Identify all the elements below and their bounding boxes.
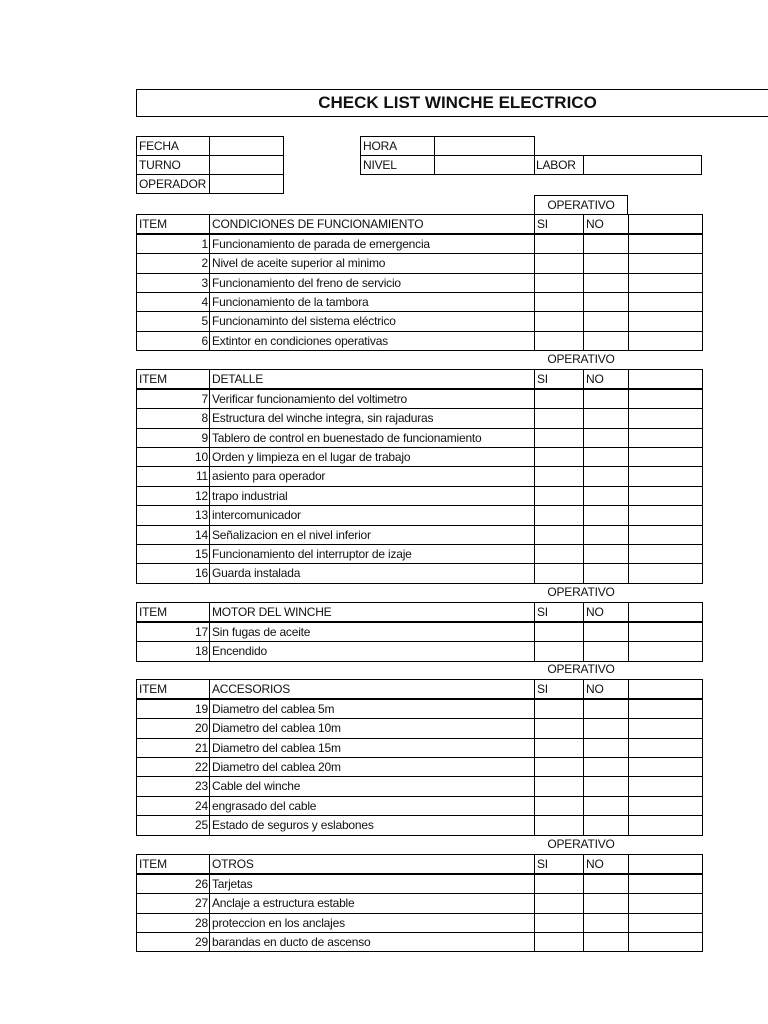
operador-label: OPERADOR — [136, 174, 210, 194]
observation-cell[interactable] — [628, 718, 703, 739]
item-number: 2 — [136, 253, 210, 274]
item-number: 25 — [136, 815, 210, 836]
item-description: asiento para operador — [209, 466, 535, 487]
si-column-header: SI — [534, 602, 584, 622]
item-number: 21 — [136, 738, 210, 758]
turno-label: TURNO — [136, 155, 210, 175]
observation-cell[interactable] — [628, 505, 703, 526]
item-column-header: ITEM — [136, 854, 210, 874]
no-checkbox[interactable] — [583, 776, 629, 797]
no-checkbox[interactable] — [583, 699, 629, 719]
si-checkbox[interactable] — [534, 253, 584, 274]
item-description: Señalizacion en el nivel inferior — [209, 525, 535, 545]
item-number: 3 — [136, 273, 210, 293]
item-description: Tablero de control en buenestado de funcionamiento — [209, 428, 535, 448]
item-number: 5 — [136, 311, 210, 332]
item-description: intercomunicador — [209, 505, 535, 526]
observation-cell[interactable] — [628, 273, 703, 293]
si-checkbox[interactable] — [534, 718, 584, 739]
si-checkbox[interactable] — [534, 796, 584, 816]
observation-cell[interactable] — [628, 738, 703, 758]
turno-field[interactable] — [209, 155, 284, 175]
item-description: Sin fugas de aceite — [209, 622, 535, 642]
si-checkbox[interactable] — [534, 428, 584, 448]
no-checkbox[interactable] — [583, 505, 629, 526]
section-heading: OTROS — [209, 854, 535, 874]
item-description: barandas en ducto de ascenso — [209, 932, 535, 952]
nivel-label: NIVEL — [360, 155, 435, 175]
observation-cell[interactable] — [628, 932, 703, 952]
no-checkbox[interactable] — [583, 796, 629, 816]
extra-column-header — [628, 679, 703, 699]
item-description: Nivel de aceite superior al minimo — [209, 253, 535, 274]
no-checkbox[interactable] — [583, 311, 629, 332]
item-description: Cable del winche — [209, 776, 535, 797]
si-checkbox[interactable] — [534, 525, 584, 545]
no-checkbox[interactable] — [583, 292, 629, 312]
item-number: 9 — [136, 428, 210, 448]
item-number: 26 — [136, 874, 210, 894]
no-checkbox[interactable] — [583, 544, 629, 564]
fecha-field[interactable] — [209, 136, 284, 156]
item-description: Tarjetas — [209, 874, 535, 894]
item-column-header: ITEM — [136, 369, 210, 389]
no-checkbox[interactable] — [583, 913, 629, 933]
nivel-field[interactable] — [434, 155, 535, 175]
no-checkbox[interactable] — [583, 641, 629, 662]
item-description: Extintor en condiciones operativas — [209, 331, 535, 351]
item-number: 4 — [136, 292, 210, 312]
item-column-header: ITEM — [136, 214, 210, 234]
si-checkbox[interactable] — [534, 234, 584, 254]
observation-cell[interactable] — [628, 447, 703, 467]
observation-cell[interactable] — [628, 776, 703, 797]
si-checkbox[interactable] — [534, 622, 584, 642]
item-number: 23 — [136, 776, 210, 797]
si-checkbox[interactable] — [534, 273, 584, 293]
item-number: 12 — [136, 486, 210, 506]
page-title — [136, 89, 768, 117]
no-checkbox[interactable] — [583, 486, 629, 506]
item-number: 17 — [136, 622, 210, 642]
no-checkbox[interactable] — [583, 273, 629, 293]
extra-column-header — [628, 854, 703, 874]
extra-column-header — [628, 602, 703, 622]
section-heading: CONDICIONES DE FUNCIONAMIENTO — [209, 214, 535, 234]
item-number: 16 — [136, 563, 210, 584]
operativo-header: OPERATIVO — [534, 195, 628, 215]
si-checkbox[interactable] — [534, 641, 584, 662]
section-heading: ACCESORIOS — [209, 679, 535, 699]
item-description: Funcionamiento de la tambora — [209, 292, 535, 312]
no-checkbox[interactable] — [583, 563, 629, 584]
item-column-header: ITEM — [136, 679, 210, 699]
operativo-header: OPERATIVO — [547, 352, 615, 366]
si-checkbox[interactable] — [534, 408, 584, 429]
observation-cell[interactable] — [628, 466, 703, 487]
extra-column-header — [628, 214, 703, 234]
si-checkbox[interactable] — [534, 292, 584, 312]
item-number: 20 — [136, 718, 210, 739]
no-column-header: NO — [583, 854, 629, 874]
no-checkbox[interactable] — [583, 447, 629, 467]
no-checkbox[interactable] — [583, 331, 629, 351]
observation-cell[interactable] — [628, 253, 703, 274]
item-number: 24 — [136, 796, 210, 816]
item-description: Verificar funcionamiento del voltimetro — [209, 389, 535, 409]
labor-field[interactable] — [583, 155, 702, 175]
observation-cell[interactable] — [628, 331, 703, 351]
no-column-header: NO — [583, 679, 629, 699]
item-description: Diametro del cablea 5m — [209, 699, 535, 719]
observation-cell[interactable] — [628, 428, 703, 448]
si-column-header: SI — [534, 679, 584, 699]
observation-cell[interactable] — [628, 292, 703, 312]
item-number: 6 — [136, 331, 210, 351]
no-checkbox[interactable] — [583, 234, 629, 254]
observation-cell[interactable] — [628, 757, 703, 777]
item-description: Guarda instalada — [209, 563, 535, 584]
section-heading: DETALLE — [209, 369, 535, 389]
no-checkbox[interactable] — [583, 525, 629, 545]
no-column-header: NO — [583, 369, 629, 389]
item-description: Diametro del cablea 10m — [209, 718, 535, 739]
operativo-header: OPERATIVO — [547, 662, 615, 676]
si-column-header: SI — [534, 369, 584, 389]
operador-field[interactable] — [209, 174, 284, 194]
no-checkbox[interactable] — [583, 893, 629, 914]
item-description: trapo industrial — [209, 486, 535, 506]
si-checkbox[interactable] — [534, 544, 584, 564]
item-description: Funcionamiento del interruptor de izaje — [209, 544, 535, 564]
si-checkbox[interactable] — [534, 311, 584, 332]
no-checkbox[interactable] — [583, 874, 629, 894]
no-checkbox[interactable] — [583, 757, 629, 777]
no-column-header: NO — [583, 214, 629, 234]
item-number: 15 — [136, 544, 210, 564]
no-checkbox[interactable] — [583, 932, 629, 952]
si-checkbox[interactable] — [534, 913, 584, 933]
si-column-header: SI — [534, 854, 584, 874]
no-column-header: NO — [583, 602, 629, 622]
si-checkbox[interactable] — [534, 563, 584, 584]
item-description: engrasado del cable — [209, 796, 535, 816]
item-number: 10 — [136, 447, 210, 467]
item-number: 19 — [136, 699, 210, 719]
labor-label: LABOR — [534, 155, 584, 175]
observation-cell[interactable] — [628, 544, 703, 564]
no-checkbox[interactable] — [583, 408, 629, 429]
no-checkbox[interactable] — [583, 622, 629, 642]
observation-cell[interactable] — [628, 389, 703, 409]
item-description: Diametro del cablea 15m — [209, 738, 535, 758]
observation-cell[interactable] — [628, 311, 703, 332]
si-checkbox[interactable] — [534, 893, 584, 914]
item-description: proteccion en los anclajes — [209, 913, 535, 933]
item-description: Estructura del winche integra, sin rajaduras — [209, 408, 535, 429]
si-column-header: SI — [534, 214, 584, 234]
extra-column-header — [628, 369, 703, 389]
section-heading: MOTOR DEL WINCHE — [209, 602, 535, 622]
item-description: Encendido — [209, 641, 535, 662]
item-column-header: ITEM — [136, 602, 210, 622]
item-description: Funcionaminto del sistema eléctrico — [209, 311, 535, 332]
hora-field[interactable] — [434, 136, 535, 156]
item-description: Anclaje a estructura estable — [209, 893, 535, 914]
item-number: 27 — [136, 893, 210, 914]
item-number: 1 — [136, 234, 210, 254]
item-number: 14 — [136, 525, 210, 545]
item-description: Diametro del cablea 20m — [209, 757, 535, 777]
observation-cell[interactable] — [628, 622, 703, 642]
observation-cell[interactable] — [628, 913, 703, 933]
observation-cell[interactable] — [628, 408, 703, 429]
si-checkbox[interactable] — [534, 389, 584, 409]
si-checkbox[interactable] — [534, 738, 584, 758]
no-checkbox[interactable] — [583, 815, 629, 836]
observation-cell[interactable] — [628, 815, 703, 836]
item-description: Funcionamiento del freno de servicio — [209, 273, 535, 293]
item-number: 28 — [136, 913, 210, 933]
operativo-top-line — [534, 195, 628, 196]
operativo-header: OPERATIVO — [547, 585, 615, 599]
fecha-label: FECHA — [136, 136, 210, 156]
observation-cell[interactable] — [628, 486, 703, 506]
item-description: Funcionamiento de parada de emergencia — [209, 234, 535, 254]
si-checkbox[interactable] — [534, 466, 584, 487]
item-number: 8 — [136, 408, 210, 429]
observation-cell[interactable] — [628, 525, 703, 545]
item-number: 29 — [136, 932, 210, 952]
title-text: CHECK LIST WINCHE ELECTRICO — [318, 93, 597, 112]
si-checkbox[interactable] — [534, 757, 584, 777]
item-description: Estado de seguros y eslabones — [209, 815, 535, 836]
item-number: 13 — [136, 505, 210, 526]
observation-cell[interactable] — [628, 641, 703, 662]
observation-cell[interactable] — [628, 563, 703, 584]
item-number: 7 — [136, 389, 210, 409]
item-number: 18 — [136, 641, 210, 662]
no-checkbox[interactable] — [583, 718, 629, 739]
si-checkbox[interactable] — [534, 505, 584, 526]
si-checkbox[interactable] — [534, 486, 584, 506]
item-description: Orden y limpieza en el lugar de trabajo — [209, 447, 535, 467]
observation-cell[interactable] — [628, 796, 703, 816]
no-checkbox[interactable] — [583, 738, 629, 758]
hora-label: HORA — [360, 136, 435, 156]
no-checkbox[interactable] — [583, 466, 629, 487]
observation-cell[interactable] — [628, 234, 703, 254]
si-checkbox[interactable] — [534, 874, 584, 894]
operativo-header: OPERATIVO — [547, 837, 615, 851]
si-checkbox[interactable] — [534, 932, 584, 952]
si-checkbox[interactable] — [534, 699, 584, 719]
item-number: 11 — [136, 466, 210, 487]
observation-cell[interactable] — [628, 874, 703, 894]
si-checkbox[interactable] — [534, 331, 584, 351]
no-checkbox[interactable] — [583, 253, 629, 274]
si-checkbox[interactable] — [534, 776, 584, 797]
no-checkbox[interactable] — [583, 428, 629, 448]
item-number: 22 — [136, 757, 210, 777]
observation-cell[interactable] — [628, 699, 703, 719]
si-checkbox[interactable] — [534, 815, 584, 836]
observation-cell[interactable] — [628, 893, 703, 914]
no-checkbox[interactable] — [583, 389, 629, 409]
si-checkbox[interactable] — [534, 447, 584, 467]
